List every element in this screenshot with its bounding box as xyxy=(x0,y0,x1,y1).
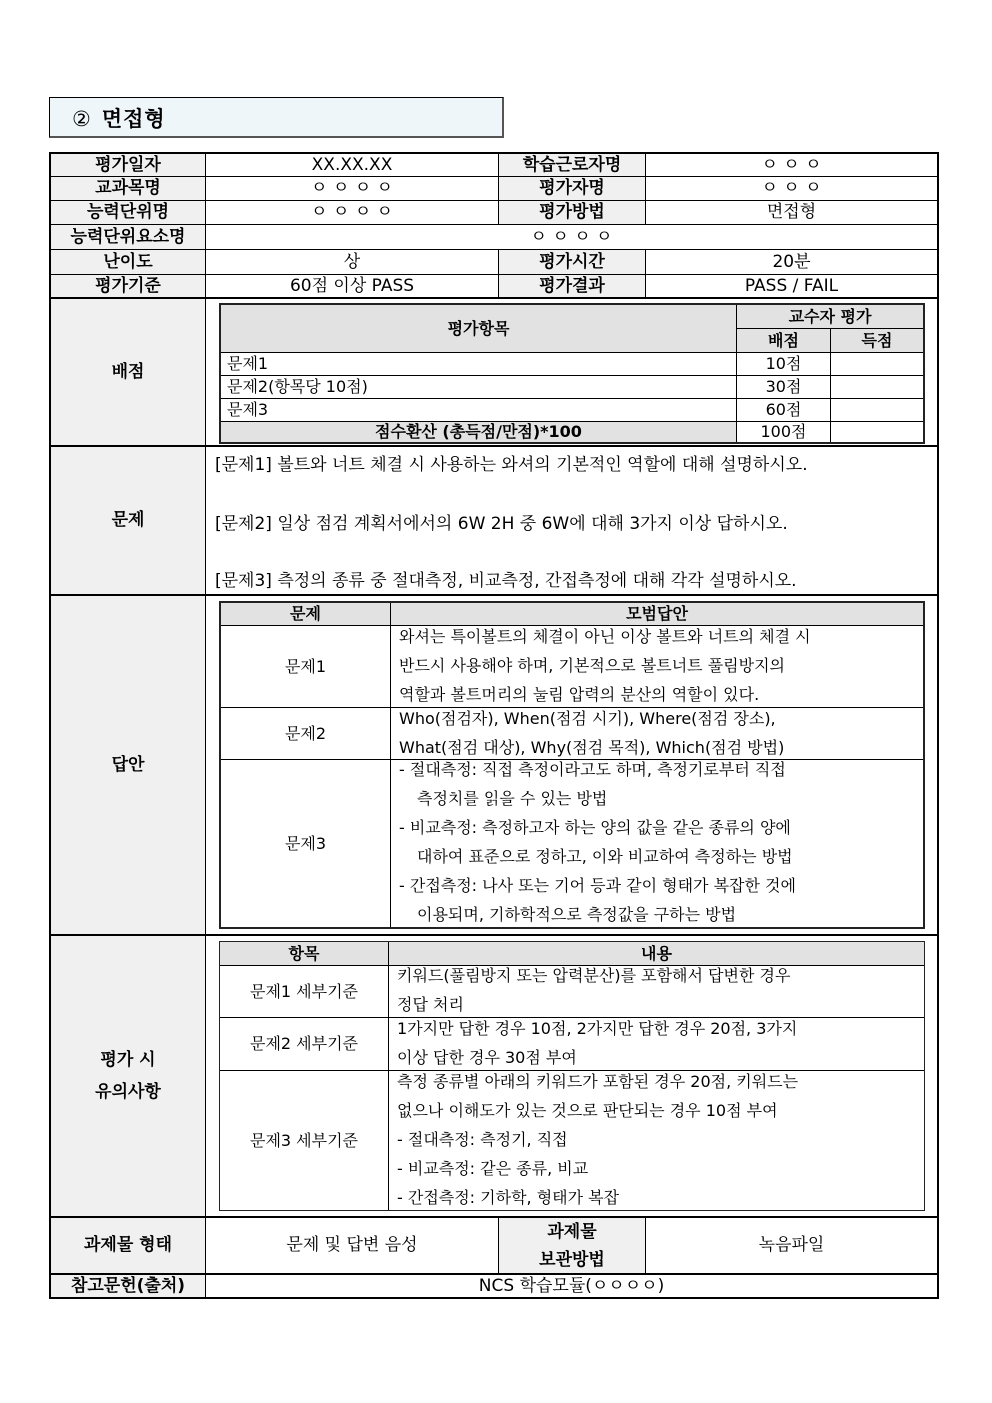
scoring-row-score[interactable] xyxy=(831,353,923,375)
answers-table xyxy=(219,601,925,929)
value-learner-name: ㅇ ㅇ ㅇ xyxy=(761,154,822,175)
value-competency-element: ㅇ ㅇ ㅇ ㅇ xyxy=(530,226,613,247)
value-reference: NCS 학습모듈(ㅇㅇㅇㅇ) xyxy=(478,1275,665,1296)
label-notes-line2: 유의사항 xyxy=(95,1082,161,1102)
divider xyxy=(51,224,937,225)
label-learner-name: 학습근로자명 xyxy=(499,154,645,176)
answer-line: 이용되며, 기하학적으로 측정값을 구하는 방법 xyxy=(417,905,737,924)
question-2: [문제2] 일상 점검 계획서에서의 6W 2H 중 6W에 대해 3가지 이상 답하시오. xyxy=(215,514,788,534)
label-difficulty: 난이도 xyxy=(51,250,205,274)
scoring-row-item: 문제1 xyxy=(227,354,269,374)
divider xyxy=(645,1218,646,1273)
header-notes-item: 항목 xyxy=(220,942,388,965)
label-competency-element: 능력단위요소명 xyxy=(51,225,205,249)
value-deliverable-type: 문제 및 답변 음성 xyxy=(286,1235,418,1256)
notes-line: - 간접측정: 기하학, 형태가 복잡 xyxy=(397,1187,620,1207)
value-difficulty: 상 xyxy=(343,251,361,272)
value-storage-method: 녹음파일 xyxy=(758,1235,825,1256)
divider xyxy=(221,421,923,422)
divider xyxy=(645,249,646,298)
answer-row-question: 문제3 xyxy=(284,833,327,853)
notes-line: 정답 처리 xyxy=(397,995,464,1014)
answer-line: 반드시 사용해야 하며, 기본적으로 볼트너트 풀림방지의 xyxy=(399,656,786,675)
divider xyxy=(51,176,937,177)
scoring-total-score[interactable] xyxy=(831,422,923,442)
divider xyxy=(221,375,923,376)
answer-line: What(점검 대상), Why(점검 목적), Which(점검 방법) xyxy=(399,737,785,757)
divider xyxy=(220,1070,924,1071)
notes-line: 키워드(풀림방지 또는 압력분산)를 포함해서 답변한 경우 xyxy=(397,966,791,985)
notes-row-text xyxy=(389,1016,924,1070)
divider xyxy=(51,274,937,275)
divider xyxy=(51,249,937,250)
label-eval-criteria: 평가기준 xyxy=(51,275,205,298)
divider xyxy=(205,154,206,1297)
label-reference: 참고문헌(출처) xyxy=(51,1275,205,1297)
notes-row-text xyxy=(389,1068,924,1210)
scoring-row-points: 60점 xyxy=(765,400,802,420)
notes-line: 없으나 이해도가 있는 것으로 판단되는 경우 10점 부여 xyxy=(397,1100,778,1120)
notes-line: 측정 종류별 아래의 키워드가 포함된 경우 20점, 키워드는 xyxy=(397,1071,799,1091)
divider xyxy=(645,154,646,224)
label-questions: 문제 xyxy=(51,447,205,594)
scoring-row-item: 문제3 xyxy=(227,400,269,420)
divider xyxy=(390,603,391,927)
answer-line: - 비교측정: 측정하고자 하는 양의 값을 같은 종류의 양에 xyxy=(399,818,791,837)
notes-line: - 절대측정: 측정기, 직접 xyxy=(397,1129,568,1149)
answer-row-question: 문제2 xyxy=(284,723,327,743)
value-eval-method: 면접형 xyxy=(766,202,817,223)
section-number: ② xyxy=(72,107,92,131)
answer-line: Who(점검자), When(점검 시기), Where(점검 장소), xyxy=(399,708,776,728)
divider xyxy=(498,249,499,298)
divider xyxy=(221,625,923,626)
value-competency-unit: ㅇ ㅇ ㅇ ㅇ xyxy=(311,202,393,223)
label-notes-line1: 평가 시 xyxy=(100,1050,156,1070)
question-1: [문제1] 볼트와 너트 체결 시 사용하는 와셔의 기본적인 역할에 대해 설명하시오. xyxy=(215,455,808,475)
divider xyxy=(220,965,924,966)
answer-row-question: 문제1 xyxy=(284,656,327,676)
divider xyxy=(221,398,923,399)
value-subject-name: ㅇ ㅇ ㅇ ㅇ xyxy=(311,178,393,199)
answer-line: 와셔는 특이볼트의 체결이 아닌 이상 볼트와 너트의 체결 시 xyxy=(399,627,811,646)
question-3: [문제3] 측정의 종류 중 절대측정, 비교측정, 간접측정에 대해 각각 설명하시오. xyxy=(215,571,797,591)
value-eval-criteria: 60점 이상 PASS xyxy=(289,276,415,297)
answer-row-text xyxy=(391,706,923,759)
label-answers: 답안 xyxy=(51,596,205,934)
value-evaluator-name: ㅇ ㅇ ㅇ xyxy=(761,178,822,199)
label-storage-line1: 과제물 xyxy=(547,1221,597,1242)
answer-line: - 절대측정: 직접 측정이라고도 하며, 측정기로부터 직접 xyxy=(399,760,786,779)
header-model-answer: 모범답안 xyxy=(391,603,923,625)
header-notes-content: 내용 xyxy=(389,942,924,965)
scoring-total-label: 점수환산 (총득점/만점)*100 xyxy=(221,422,736,442)
scoring-row-points: 10점 xyxy=(765,354,802,374)
divider xyxy=(51,200,937,201)
label-eval-date: 평가일자 xyxy=(51,154,205,176)
value-eval-date: XX.XX.XX xyxy=(311,154,393,175)
notes-row-item: 문제2 세부기준 xyxy=(249,1034,358,1054)
header-question: 문제 xyxy=(221,603,390,625)
scoring-row-score[interactable] xyxy=(831,376,923,398)
label-deliverable-type: 과제물 형태 xyxy=(51,1218,205,1273)
label-eval-method: 평가방법 xyxy=(499,201,645,224)
notes-row-item: 문제3 세부기준 xyxy=(249,1130,358,1150)
scoring-row-points: 30점 xyxy=(765,377,802,397)
notes-line: - 비교측정: 같은 종류, 비교 xyxy=(397,1158,589,1178)
scoring-row-item: 문제2(항목당 10점) xyxy=(227,377,368,397)
answer-line: 측정치를 읽을 수 있는 방법 xyxy=(417,789,608,808)
answer-line: - 간접측정: 나사 또는 기어 등과 같이 형태가 복잡한 것에 xyxy=(399,876,796,895)
label-storage-line2: 보관방법 xyxy=(539,1249,605,1270)
section-title-box xyxy=(49,97,504,138)
divider xyxy=(221,707,923,708)
divider xyxy=(498,154,499,224)
divider xyxy=(221,759,923,760)
label-subject-name: 교과목명 xyxy=(51,177,205,200)
scoring-table xyxy=(219,303,925,444)
notes-table xyxy=(219,941,925,1211)
label-scoring: 배점 xyxy=(51,299,205,445)
answer-row-text xyxy=(391,624,923,707)
label-competency-unit: 능력단위명 xyxy=(51,201,205,224)
header-points: 배점 xyxy=(737,329,830,352)
divider xyxy=(220,1017,924,1018)
label-eval-time: 평가시간 xyxy=(499,250,645,274)
answer-row-text xyxy=(391,757,923,927)
label-notes xyxy=(51,936,205,1216)
answer-line: 역할과 볼트머리의 눌림 압력의 분산의 역할이 있다. xyxy=(399,685,760,704)
divider xyxy=(736,328,923,329)
section-title-text: 면접형 xyxy=(101,107,166,131)
header-instructor-eval: 교수자 평가 xyxy=(737,305,923,328)
label-eval-result: 평가결과 xyxy=(499,275,645,298)
notes-row-item: 문제1 세부기준 xyxy=(249,981,358,1001)
divider xyxy=(830,328,831,442)
scoring-total-points: 100점 xyxy=(760,422,807,442)
label-evaluator-name: 평가자명 xyxy=(499,177,645,200)
scoring-row-score[interactable] xyxy=(831,399,923,421)
section-title xyxy=(72,103,166,133)
label-storage-method xyxy=(499,1218,645,1273)
notes-row-text xyxy=(389,963,924,1017)
value-eval-result: PASS / FAIL xyxy=(744,276,839,297)
notes-line: 1가지만 답한 경우 10점, 2가지만 답한 경우 20점, 3가지 xyxy=(397,1019,798,1038)
value-eval-time: 20분 xyxy=(772,251,811,272)
header-eval-item: 평가항목 xyxy=(221,305,736,352)
answer-line: 대하여 표준으로 정하고, 이와 비교하여 측정하는 방법 xyxy=(417,847,793,866)
notes-line: 이상 답한 경우 30점 부여 xyxy=(397,1048,577,1067)
divider xyxy=(498,1218,499,1273)
divider xyxy=(221,352,923,353)
divider xyxy=(388,942,389,1210)
header-score: 득점 xyxy=(831,329,923,352)
